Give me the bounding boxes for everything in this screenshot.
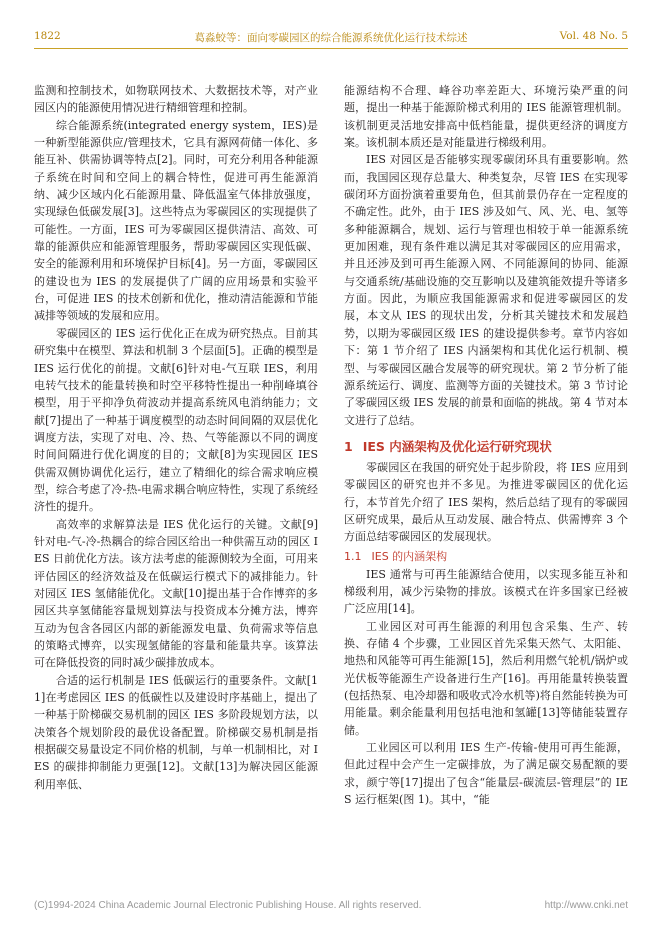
subsection-heading xyxy=(344,548,628,564)
left-column xyxy=(34,82,318,793)
paragraph: 监测和控制技术，如物联网技术、大数据技术等，对产业园区内的能源使用情况进行精细管理和控制。 xyxy=(34,84,318,115)
paragraph: 工业园区可以利用 IES 生产-传输-使用可再生能源，但此过程中会产生一定碳排放，为了满足碳交易配额的要求，颜宁等[17]提出了包含“能量层-碳流层-管理层”的 IES 运行框架(图 1)。其中，“能 xyxy=(344,741,628,807)
paragraph: 高效率的求解算法是 IES 优化运行的关键。文献[9]针对电-气-冷-热耦合的综合园区给出一种供需互动的园区 IES 日前优化方法。该方法考虑的能源侧较为全面，可用来评估园区的经济效益及在低碳运行模式下的减排能力。针对园区 IES 氢储能优化。文献[10]提出基于合作博弈的多园区共享氢储能容量规划算法与投资成本分摊方法，博弈互动为包含各园区内部的新能源发电量、负荷需求等信息的策略式博弈，以实现氢储能的容量和能量共享。该算法可在降低投资的同时减少碳排放成本。 xyxy=(34,517,318,670)
right-column xyxy=(344,82,628,808)
subsection-title: IES 的内涵架构 xyxy=(371,549,448,563)
section-heading xyxy=(344,437,628,455)
paragraph: 工业园区对可再生能源的利用包含采集、生产、转换、存储 4 个步骤，工业园区首先采集天然气、太阳能、地热和风能等可再生能源[15]，然后利用燃气轮机/锅炉或光伏板等能源生产设备进行生产[16]。再用能量转换装置(包括热泵、电冷却器和吸收式冷水机等)将自然能转换为可用能量。剩余能量利用包括电池和氢罐[13]等储能装置存储。 xyxy=(344,619,628,737)
paragraph: 能源结构不合理、峰谷功率差距大、环境污染严重的问题，提出一种基于能源阶梯式利用的 IES 能源管理机制。该机制更灵活地安排高中低档能量，提供更经济的调度方案。该机制本质还是对能量进行梯级利用。 xyxy=(344,84,628,150)
running-header xyxy=(34,30,628,49)
page-number: 1822 xyxy=(34,30,61,42)
paragraph: 零碳园区在我国的研究处于起步阶段，将 IES 应用到零碳园区的研究也并不多见。为推进零碳园区的优化运行，本节首先介绍了 IES 架构，然后总结了现有的零碳园区研究成果，最后从互动发展、融合特点、供需博弈 3 个方面总结零碳园区的发展现状。 xyxy=(344,460,628,544)
footer-link[interactable]: http://www.cnki.net xyxy=(544,900,628,911)
running-title: 葛淼蛟等：面向零碳园区的综合能源系统优化运行技术综述 xyxy=(194,32,468,44)
paragraph: 综合能源系统(integrated energy system，IES)是一种新型能源供应/管理技术，它具有源网荷储一体化、多能互补、供需协调等特点[2]。同时，可充分利用各种能源子系统在时间和空间上的耦合特性，促进可再生能源消纳、减少区域内化石能源用量、降低温室气体排放强度，实现绿色低碳发展[3]。这些特点为零碳园区的实现提供了可能性。一方面，IES 可为零碳园区提供清洁、高效、可靠的能源供应和能源管理服务，帮助零碳园区实现低碳、安全的能源利用和环境保护目标[4]。另一方面，零碳园区的建设也为 IES 的发展提供了广阔的应用场景和实验平台，可促进 IES 的技术创新和优化，推动清洁能源和节能减排等领域的发展和应用。 xyxy=(34,118,318,323)
paragraph: 合适的运行机制是 IES 低碳运行的重要条件。文献[11]在考虑园区 IES 的低碳性以及建设时序基础上，提出了一种基于阶梯碳交易机制的园区 IES 多阶段规划方法，以决策各个规划阶段的最优设备配置。阶梯碳交易机制是指根据碳交易量设定不同价格的机制，与单一机制相比，对 IES 的碳排抑制能力更强[12]。文献[13]为解决园区能源利用率低、 xyxy=(34,673,318,791)
paragraph: IES 通常与可再生能源结合使用，以实现多能互补和梯级利用，减少污染物的排放。该模式在许多国家已经被广泛应用[14]。 xyxy=(344,567,628,616)
subsection-number: 1.1 xyxy=(344,549,362,563)
volume-issue: Vol. 48 No. 5 xyxy=(559,30,628,42)
section-title: IES 内涵架构及优化运行研究现状 xyxy=(362,438,552,454)
paragraph: IES 对园区是否能够实现零碳闭环具有重要影响。然而，我国园区现存总量大、种类复杂，尽管 IES 在实现零碳闭环方面扮演着重要角色，但其前景仍存在一定程度的不确定性。此外，由于 IES 涉及如气、风、光、电、氢等多种能源耦合，规划、运行与管理也相较于单一能源系统更加困难，现有条件难以满足其对零碳园区的应用需求，并且还涉及到可再生能源入网、不同能源间的协同、能源与交通系统/基础设施的交互影响以及建筑能效提升等诸多方面。因此，为顺应我国能源需求和促进零碳园区的发展，本文从 IES 的现状出发，分析其关键技术和发展趋势，以期为零碳园区级 IES 的建设提供参考。章节内容如下：第 1 节介绍了 IES 内涵架构和其优化运行机制、模型、与零碳园区融合发展等的研究现状。第 2 节分析了能源系统运行、调度、监测等方面的关键技术。第 3 节讨论了零碳园区级 IES 发展的前景和面临的挑战。第 4 节对本文进行了总结。 xyxy=(344,153,628,427)
paragraph: 零碳园区的 IES 运行优化正在成为研究热点。目前其研究集中在模型、算法和机制 3 个层面[5]。正确的模型是 IES 运行优化的前提。文献[6]针对电-气互联 IES，利用电转气技术的能量转换和时空平移特性提出一种削峰填谷模型，用于平抑净负荷波动并提高系统风电消纳能力；文献[7]提出了一种基于调度模型的动态时间间隔的双层优化调度方法，实现了对电、冷、热、气等能源以不同的调度时间间隔进行优化调度的目的；文献[8]为实现园区 IES 供需双侧协调优化运行，建立了精细化的综合需求响应模型，综合考虑了冷-热-电需求耦合响应特性，实现了系统经济性的提升。 xyxy=(34,326,318,514)
section-number: 1 xyxy=(344,438,353,454)
copyright-notice: (C)1994-2024 China Academic Journal Electronic Publishing House. All rights reserved. xyxy=(34,900,422,911)
